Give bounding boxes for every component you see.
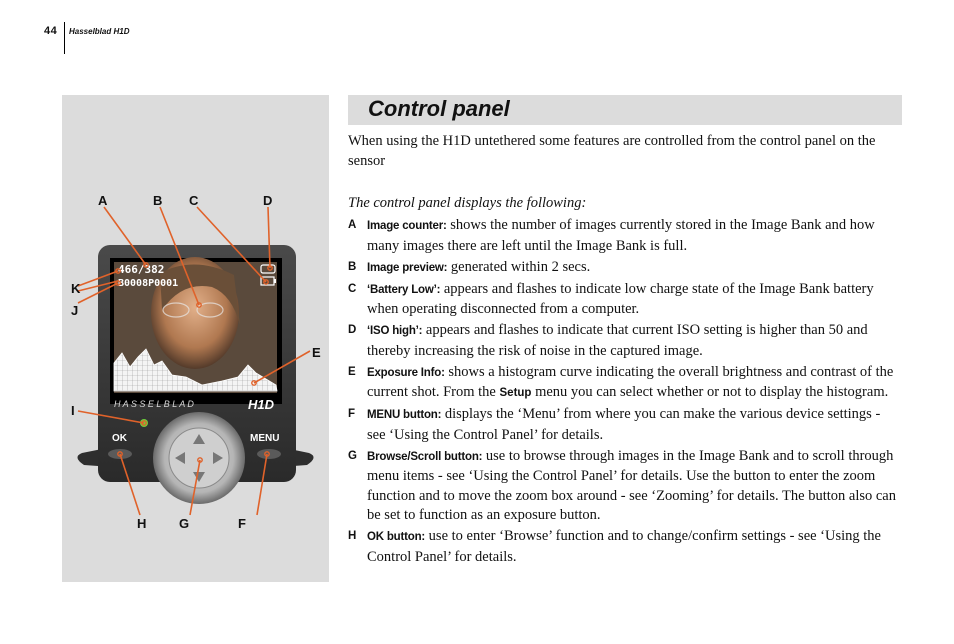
control-panel-illustration (62, 95, 329, 582)
item-text: shows a histogram curve indicating the overall brightness and contrast of the current shot. From the (367, 363, 894, 400)
callout-g: G (179, 516, 190, 531)
list-item (348, 280, 902, 320)
section-title: Control panel (368, 96, 510, 121)
brand-text: H A S S E L B L A D (114, 399, 194, 409)
list-item (348, 527, 902, 567)
item-letter: B (348, 260, 357, 273)
item-text: appears and flashes to indicate that current ISO setting is higher than 50 and thereby increasing the risk of noise in the captured image. (367, 322, 868, 359)
setup-keyword: Setup (499, 387, 532, 399)
callout-e: E (312, 345, 321, 360)
list-item (348, 216, 902, 256)
model-text: H1D (248, 397, 275, 412)
ok-label: OK (112, 433, 127, 444)
item-letter: E (348, 365, 356, 378)
list-item (348, 321, 902, 361)
item-term: Image counter: (367, 220, 447, 232)
item-term: ‘ISO high’: (367, 325, 423, 337)
list-item (348, 447, 902, 526)
intro-paragraph: When using the H1D untethered some features are controlled from the control panel on the sensor (348, 133, 876, 169)
page-number: 44 (44, 25, 58, 37)
item-term: OK button: (367, 531, 426, 543)
item-text: shows the number of images currently stored in the Image Bank and how many images there are left until the Image Bank is full. (367, 217, 875, 254)
item-term: Exposure Info: (367, 366, 445, 379)
item-text: displays the ‘Menu’ from where you can make the various device settings - see ‘Using the Control Panel’ for details. (367, 406, 881, 443)
list-item (348, 363, 902, 404)
menu-label: MENU (250, 433, 280, 444)
filename-text: B0008P0001 (118, 278, 179, 289)
callout-f: F (238, 516, 246, 531)
callout-c: C (189, 193, 199, 208)
control-panel-figure (62, 95, 329, 582)
item-letter: D (348, 324, 357, 336)
running-title: Hasselblad H1D (69, 27, 130, 36)
item-text: menu you can select whether or not to display the histogram. (531, 384, 889, 400)
item-term: ‘Battery Low’: (367, 283, 441, 296)
item-letter: A (348, 219, 357, 231)
item-text: use to browse through images in the Image Bank and to scroll through menu items - see ‘Using the Control Panel’ for details. Use the button to enter the zoom function and to move the zoom box around - see ‘Zooming’ for details. The button also can be set to function as an exposure button. (367, 447, 896, 523)
item-letter: H (348, 530, 357, 542)
item-text: generated within 2 secs. (447, 258, 591, 275)
item-letter: F (348, 408, 356, 420)
callout-d: D (263, 193, 273, 208)
header-divider (64, 22, 65, 54)
callout-k: K (71, 281, 81, 296)
callout-b: B (153, 193, 163, 208)
list-item (348, 258, 902, 279)
item-term: Image preview: (367, 261, 448, 274)
item-term: MENU button: (367, 409, 442, 421)
callout-a: A (98, 193, 108, 208)
item-letter: G (348, 449, 357, 462)
image-counter-text: 466/382 (118, 263, 165, 276)
item-text: appears and flashes to indicate low charge state of the Image Bank battery when operating disconnected from a computer. (367, 280, 874, 317)
lead-sentence: The control panel displays the following: (348, 195, 587, 211)
feature-list (348, 216, 902, 569)
item-letter: C (348, 282, 357, 295)
item-term: Browse/Scroll button: (367, 450, 483, 463)
callout-i: I (71, 403, 75, 418)
callout-h: H (137, 516, 147, 531)
list-item (348, 405, 902, 445)
item-text: use to enter ‘Browse’ function and to change/confirm settings - see ‘Using the Control Panel’ for details. (367, 528, 881, 565)
callout-j: J (71, 303, 79, 318)
section-title-bar (348, 95, 902, 125)
